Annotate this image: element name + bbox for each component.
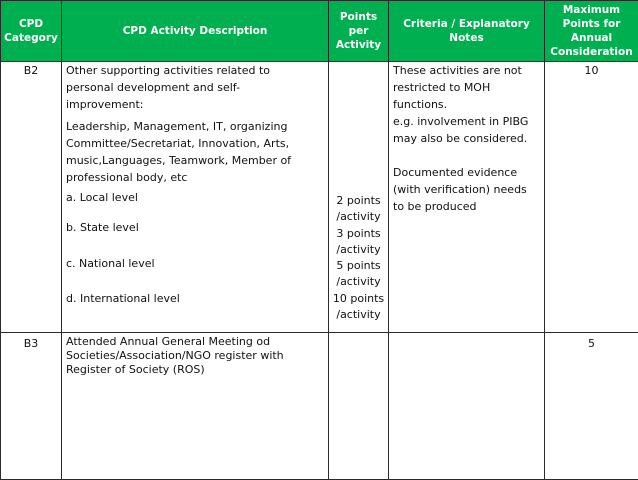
- level-international: d. International level: [66, 290, 324, 307]
- points-unit: /activity: [329, 209, 388, 225]
- points-value: 5 points: [329, 258, 388, 274]
- description-line: Attended Annual General Meeting od: [66, 335, 324, 349]
- description-line: Societies/Association/NGO register with: [66, 349, 324, 363]
- criteria-line: e.g. involvement in PIBG: [393, 113, 540, 130]
- criteria-line: These activities are not: [393, 62, 540, 79]
- cell-description-b2: [62, 62, 329, 333]
- cell-max-points-b3: [545, 333, 638, 480]
- header-activity-description: CPD Activity Description: [62, 1, 329, 62]
- cell-criteria-b2: [389, 62, 545, 333]
- cell-criteria-b3: [389, 333, 545, 480]
- points-unit: /activity: [329, 242, 388, 258]
- cell-points-b3: [329, 333, 389, 480]
- points-unit: /activity: [329, 274, 388, 290]
- description-line: Register of Society (ROS): [66, 363, 324, 377]
- criteria-line: (with verification) needs: [393, 181, 540, 198]
- cell-points-b2: [329, 62, 389, 333]
- table-row-b3: [1, 333, 638, 480]
- description-line: professional body, etc: [66, 169, 324, 186]
- header-cpd-category: CPD Category: [1, 1, 62, 62]
- criteria-blank-line: [393, 147, 540, 164]
- points-list: [329, 193, 388, 323]
- max-points-value: 10: [585, 64, 599, 77]
- points-unit: /activity: [329, 307, 388, 323]
- criteria-line: functions.: [393, 96, 540, 113]
- description-line: Committee/Secretariat, Innovation, Arts,: [66, 135, 324, 152]
- header-criteria-notes: Criteria / Explanatory Notes: [389, 1, 545, 62]
- description-line: Leadership, Management, IT, organizing: [66, 118, 324, 135]
- description-line: improvement:: [66, 96, 324, 113]
- category-code: B3: [24, 337, 39, 350]
- max-points-value: 5: [588, 337, 595, 350]
- header-max-points: Maximum Points for Annual Consideration: [545, 1, 638, 62]
- criteria-line: restricted to MOH: [393, 79, 540, 96]
- description-line: personal development and self-: [66, 79, 324, 96]
- category-code: B2: [24, 64, 39, 77]
- table-header-row: [1, 1, 638, 62]
- points-value: 3 points: [329, 226, 388, 242]
- cell-max-points-b2: [545, 62, 638, 333]
- level-national: c. National level: [66, 255, 324, 272]
- criteria-line: Documented evidence: [393, 164, 540, 181]
- cell-category-b2: [1, 62, 62, 333]
- points-value: 10 points: [329, 291, 388, 307]
- description-line: Other supporting activities related to: [66, 62, 324, 79]
- header-points-per-activity: Points per Activity: [329, 1, 389, 62]
- cell-description-b3: [62, 333, 329, 480]
- points-value: 2 points: [329, 193, 388, 209]
- criteria-line: to be produced: [393, 198, 540, 215]
- level-local: a. Local level: [66, 189, 324, 206]
- cell-category-b3: [1, 333, 62, 480]
- description-line: music,Languages, Teamwork, Member of: [66, 152, 324, 169]
- criteria-line: may also be considered.: [393, 130, 540, 147]
- level-state: b. State level: [66, 219, 324, 236]
- table-row-b2: [1, 62, 638, 333]
